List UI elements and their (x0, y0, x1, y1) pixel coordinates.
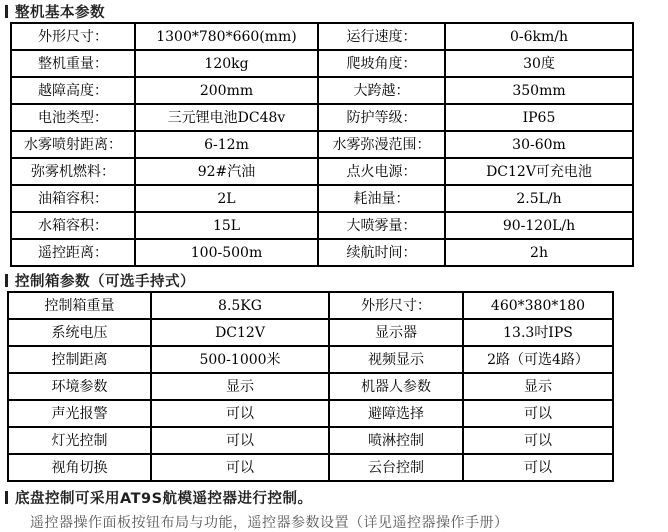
table-row (11, 104, 633, 131)
spec-value: 13.3吋IPS (463, 319, 613, 346)
spec-value: 15L (135, 212, 318, 239)
spec-value: 可以 (151, 427, 329, 454)
chassis-control-note (5, 487, 668, 508)
table-row (11, 23, 633, 50)
spec-label: 控制箱重量 (8, 292, 151, 319)
control-box-table (7, 291, 614, 482)
basic-params-table (10, 22, 634, 267)
spec-label: 环境参数 (8, 373, 151, 400)
spec-value: DC12V可充电池 (445, 158, 633, 185)
spec-value: 可以 (151, 454, 329, 481)
spec-label: 显示器 (329, 319, 463, 346)
section-title: 控制箱参数（可选手持式） (15, 274, 195, 290)
spec-label: 遥控距离： (11, 239, 135, 266)
spec-value: 460*380*180 (463, 292, 613, 319)
spec-label: 水箱容积： (11, 212, 135, 239)
spec-label: 爬坡角度： (318, 50, 445, 77)
spec-value: 90-120L/h (445, 212, 633, 239)
section-marker-bar (5, 274, 8, 287)
spec-value: 350mm (445, 77, 633, 104)
table-row (11, 131, 633, 158)
spec-value: 可以 (151, 400, 329, 427)
spec-value: 100-500m (135, 239, 318, 266)
spec-label: 弥雾机燃料： (11, 158, 135, 185)
table-row (11, 212, 633, 239)
table-row (11, 158, 633, 185)
spec-value: 0-6km/h (445, 23, 633, 50)
spec-value: 92#汽油 (135, 158, 318, 185)
spec-value: DC12V (151, 319, 329, 346)
spec-label: 大跨越： (318, 77, 445, 104)
spec-label: 电池类型： (11, 104, 135, 131)
spec-value: 200mm (135, 77, 318, 104)
spec-value: 500-1000米 (151, 346, 329, 373)
spec-value: 可以 (463, 427, 613, 454)
table-row (11, 239, 633, 266)
section-marker-bar (5, 5, 8, 18)
spec-value: 6-12m (135, 131, 318, 158)
spec-value: 1300*780*660(mm) (135, 23, 318, 50)
spec-label: 机器人参数 (329, 373, 463, 400)
spec-value: 30-60m (445, 131, 633, 158)
spec-value: 2.5L/h (445, 185, 633, 212)
spec-value: 可以 (463, 454, 613, 481)
section-title: 整机基本参数 (15, 5, 105, 21)
spec-value: 8.5KG (151, 292, 329, 319)
spec-label: 控制距离 (8, 346, 151, 373)
spec-label: 视角切换 (8, 454, 151, 481)
remote-manual-note: 遥控器操作面板按钮布局与功能，遥控器参数设置（详见遥控器操作手册） (30, 515, 509, 531)
spec-value: 显示 (463, 373, 613, 400)
spec-value: 2路（可选4路） (463, 346, 613, 373)
spec-label: 运行速度： (318, 23, 445, 50)
spec-value: 120kg (135, 50, 318, 77)
table-row (8, 373, 613, 400)
spec-label: 大喷雾量： (318, 212, 445, 239)
spec-label: 整机重量： (11, 50, 135, 77)
section-header-control-box (0, 267, 668, 289)
table-row (8, 319, 613, 346)
spec-value: 三元锂电池DC48v (135, 104, 318, 131)
table-row (8, 427, 613, 454)
spec-label: 外形尺寸： (329, 292, 463, 319)
spec-label: 避障选择 (329, 400, 463, 427)
spec-label: 水雾弥漫范围： (318, 131, 445, 158)
spec-label: 系统电压 (8, 319, 151, 346)
spec-value: 2h (445, 239, 633, 266)
table-row (8, 400, 613, 427)
spec-value: IP65 (445, 104, 633, 131)
table-row (8, 346, 613, 373)
spec-label: 油箱容积： (11, 185, 135, 212)
spec-label: 外形尺寸： (11, 23, 135, 50)
spec-label: 灯光控制 (8, 427, 151, 454)
spec-value: 显示 (151, 373, 329, 400)
spec-label: 防护等级： (318, 104, 445, 131)
spec-label: 耗油量： (318, 185, 445, 212)
table-row (8, 454, 613, 481)
chassis-control-note-text: 底盘控制可采用AT9S航模遥控器进行控制。 (15, 491, 313, 507)
section-marker-bar (5, 491, 8, 504)
table-row (11, 185, 633, 212)
spec-label: 视频显示 (329, 346, 463, 373)
table-row (8, 292, 613, 319)
spec-label: 云台控制 (329, 454, 463, 481)
table-row (11, 50, 633, 77)
spec-label: 喷淋控制 (329, 427, 463, 454)
spec-label: 续航时间： (318, 239, 445, 266)
spec-value: 2L (135, 185, 318, 212)
spec-value: 30度 (445, 50, 633, 77)
spec-label: 声光报警 (8, 400, 151, 427)
spec-value: 可以 (463, 400, 613, 427)
table-row (11, 77, 633, 104)
spec-label: 水雾喷射距离： (11, 131, 135, 158)
spec-label: 点火电源： (318, 158, 445, 185)
section-header-basic-params (0, 0, 668, 20)
spec-label: 越障高度： (11, 77, 135, 104)
